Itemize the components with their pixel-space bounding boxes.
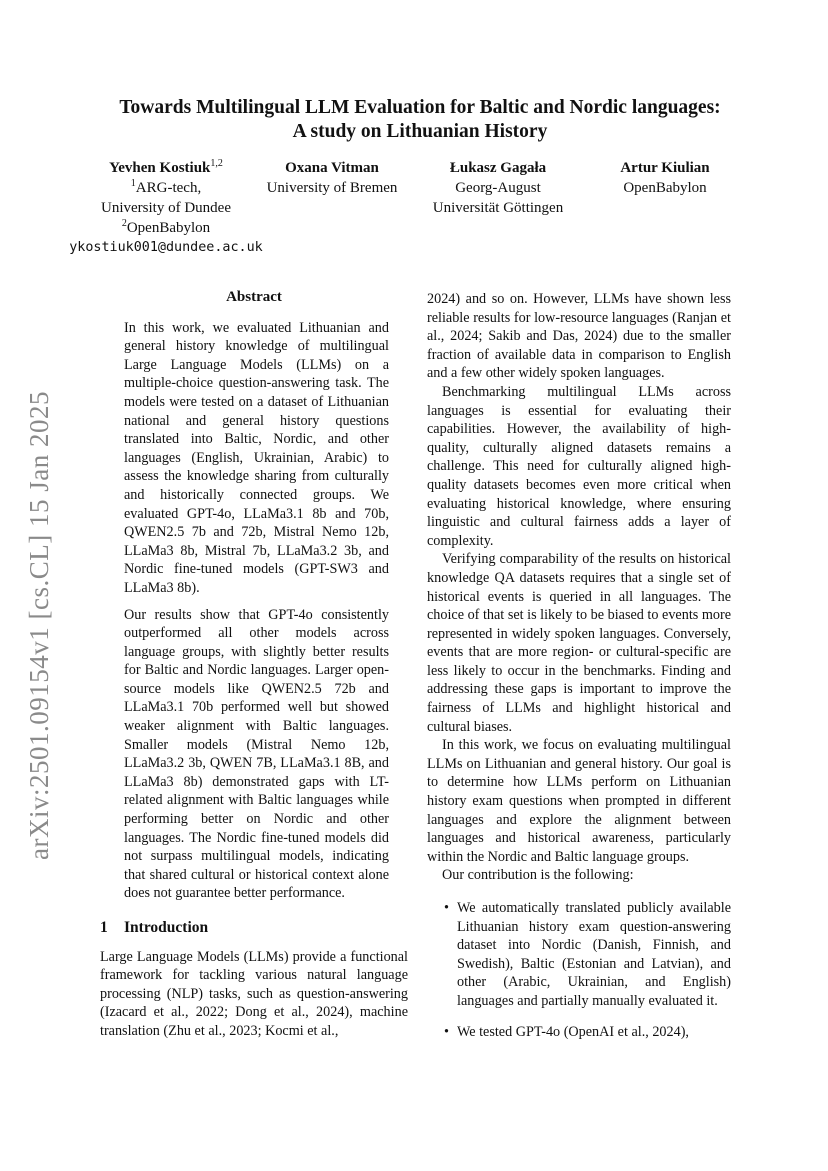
contribution-list (427, 899, 731, 1041)
affiliation-marker: 2 (121, 218, 127, 229)
author-name: Oxana Vitman (285, 160, 379, 176)
author-name: Yevhen Kostiuk (109, 160, 211, 176)
paper-title (80, 96, 760, 144)
section-number: 1 (100, 919, 108, 936)
bullet-icon: • (444, 1023, 449, 1040)
title-line-2: A study on Lithuanian History (292, 121, 548, 142)
author-affiliation: Universität Göttingen (432, 200, 564, 216)
abstract-paragraph: Our results show that GPT-4o consistently outperformed all other models across language groups, with slightly better results for Baltic and Nordic languages. Larger open-source models like QWEN2.5 72b and LLaMa3.1 70b performed well but showed weaker alignment with Baltic languages. Smaller models (Mistral Nemo 12b, LLaMa3.2 3b, QWEN 7B, LLaMa3.1 8B, and LLaMa3 8b) demonstrated gaps with LT-related alignment with Baltic languages while performing better on Nordic and other languages. The Nordic fine-tuned models did not surpass multilingual models, indicating that shared cultural or historical context alone does not guarantee better performance. (124, 606, 389, 902)
arxiv-identifier: arXiv:2501.09154v1 [cs.CL] 15 Jan 2025 (24, 391, 54, 860)
right-column (427, 290, 731, 1053)
abstract-paragraph: In this work, we evaluated Lithuanian and general history knowledge of multilingual Large Language Models (LLMs) on a multiple-choice question-answering task. The models were tested on a dataset of Lithuanian national and general history questions translated into Baltic, Nordic, and other languages (English, Ukrainian, Arabic) to assess the knowledge sharing from culturally and historically connected groups. We evaluated GPT-4o, LLaMa3.1 8b and 70b, QWEN2.5 7b and 72b, Mistral Nemo 12b, LLaMa3 8b, Mistral 7b, LLaMa3.2 3b, and Nordic fine-tuned models (GPT-SW3 and LLaMa3 8b). (124, 319, 389, 596)
author-name: Artur Kiulian (620, 160, 710, 176)
body-paragraph: Verifying comparability of the results on historical knowledge QA datasets requires that a single set of historical events is queried in all languages. The choice of that set is likely to be biased to events more represented in widely spoken languages. Conversely, events that are more region- or cultural-specific are less likely to occur in the benchmarks. Finding and addressing these gaps is important to improve the fairness of LLMs and highlight historical and cultural biases. (427, 551, 731, 735)
abstract-heading: Abstract (226, 289, 282, 305)
list-item (444, 899, 731, 1011)
author-affiliation: ARG-tech, (135, 180, 202, 196)
body-paragraph: Our contribution is the following: (442, 867, 634, 884)
body-paragraph: Benchmarking multilingual LLMs across languages is essential for evaluating their capabilities. However, the availability of high-quality, culturally aligned datasets remains a challenge. This need for culturally aligned high-quality datasets becomes even more critical when evaluating historical knowledge, where ensuring linguistic and cultural fairness adds a layer of complexity. (427, 383, 731, 549)
body-paragraph: 2024) and so on. However, LLMs have shown less reliable results for low-resource languages (Ranjan et al., 2024; Sakib and Das, 2024) due to the smaller fraction of available data in comparison to English and a few other widely spoken languages. (427, 291, 731, 382)
list-item-text: We automatically translated publicly available Lithuanian history exam question-answering dataset into Nordic (Danish, Finnish, and Swedish), Baltic (Estonian and Latvian), and other (Arabic, Ukrainian, and English) languages and partially manually evaluated it. (457, 900, 731, 1009)
author-block-4 (585, 158, 745, 198)
body-paragraph: Large Language Models (LLMs) provide a functional framework for tackling various natural language processing (NLP) tasks, such as question-answering (Izacard et al., 2022; Dong et al., 2024), machine translation (Zhu et al., 2023; Kocmi et al., (100, 948, 408, 1039)
author-affiliation: OpenBabylon (126, 220, 211, 236)
section-title: Introduction (124, 919, 209, 936)
author-name: Łukasz Gagała (449, 160, 547, 176)
author-block-2 (252, 158, 412, 198)
abstract-body (100, 319, 408, 903)
list-item-text: We tested GPT-4o (OpenAI et al., 2024), (457, 1023, 689, 1040)
bullet-icon: • (444, 900, 449, 916)
body-paragraph: In this work, we focus on evaluating multilingual LLMs on Lithuanian and general history. Our goal is to determine how LLMs perform on Lithuanian history exam questions when prompted in different languages and explore the alignment between languages and historical awareness, particularly within the Nordic and Baltic language groups. (427, 737, 731, 865)
author-email[interactable]: ykostiuk001@dundee.ac.uk (69, 240, 263, 255)
author-superscript: 1,2 (210, 158, 223, 169)
list-item (444, 1023, 731, 1042)
section-heading (100, 919, 408, 938)
title-line-1: Towards Multilingual LLM Evaluation for Baltic and Nordic languages: (119, 97, 721, 118)
author-affiliation: Georg-August (455, 180, 541, 196)
author-affiliation: University of Bremen (266, 180, 398, 196)
affiliation-marker: 1 (130, 178, 136, 189)
author-affiliation: University of Dundee (101, 200, 231, 216)
author-affiliation: OpenBabylon (623, 180, 707, 196)
author-block-3 (418, 158, 578, 218)
left-column (100, 288, 408, 1041)
